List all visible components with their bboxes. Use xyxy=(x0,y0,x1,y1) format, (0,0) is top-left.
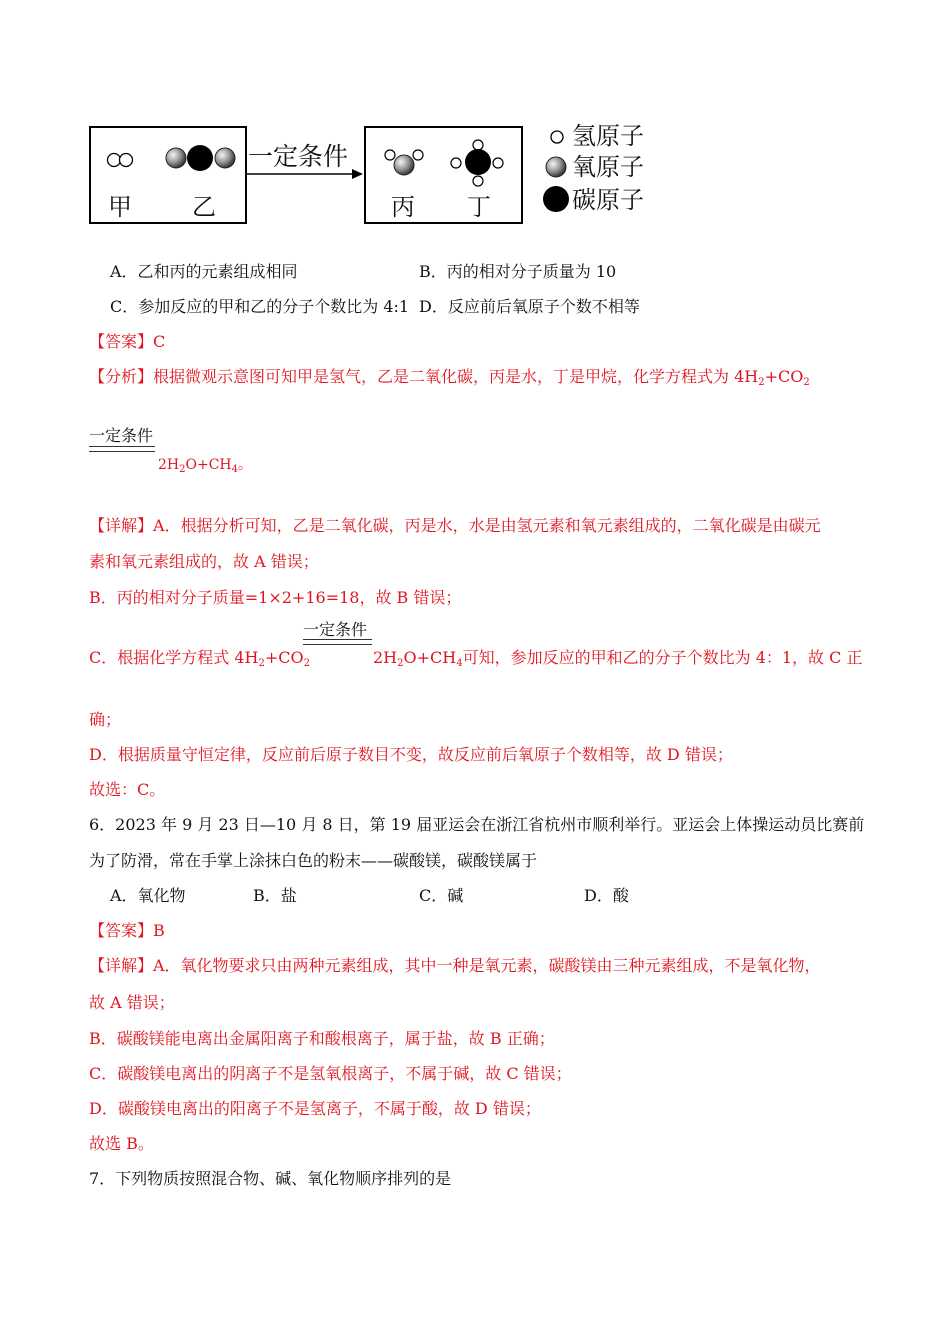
q6-detail-c: C．碳酸镁电离出的阴离子不是氢氧根离子，不属于碱，故 C 错误； xyxy=(89,1064,572,1083)
q5-detail-c-equals xyxy=(303,639,372,645)
carbon-dioxide-molecule-icon xyxy=(166,145,235,171)
bing-label: 丙 xyxy=(391,193,415,221)
q6-option-b: B．盐 xyxy=(253,886,297,905)
q5-option-b: B．丙的相对分子质量为 10 xyxy=(419,262,617,281)
legend-icons xyxy=(543,131,569,212)
q5-detail-a-line2: 素和氧元素组成的，故 A 错误； xyxy=(89,552,319,571)
q5-detail-a-line1: 【详解】A．根据分析可知，乙是二氧化碳，丙是水，水是由氢元素和氧元素组成的，二氧化碳是由碳元 xyxy=(89,516,821,535)
q6-detail-a-line2: 故 A 错误； xyxy=(89,993,175,1012)
methane-molecule-icon xyxy=(451,140,503,186)
q5-equation-products: $2H_2O+CH_4$。 xyxy=(158,457,253,475)
q5-option-c: C．参加反应的甲和乙的分子个数比为 4:1 xyxy=(110,297,410,316)
q5-option-a: A．乙和丙的元素组成相同 xyxy=(110,262,298,281)
q5-detail-c-condition: 一定条件 xyxy=(303,620,368,639)
legend-carbon: 碳原子 xyxy=(572,186,644,214)
q5-equation-condition: 一定条件 xyxy=(89,426,154,445)
ding-label: 丁 xyxy=(467,193,491,221)
arrow-condition-label: 一定条件 xyxy=(248,142,349,171)
q6-detail-d: D．碳酸镁电离出的阳离子不是氢离子，不属于酸，故 D 错误； xyxy=(89,1099,541,1118)
q5-analysis: 【分析】根据微观示意图可知甲是氢气，乙是二氧化碳，丙是水，丁是甲烷，化学方程式为 $4H_2+CO_2$ xyxy=(89,367,810,388)
q6-option-c: C．碱 xyxy=(419,886,464,905)
q6-option-a: A．氧化物 xyxy=(110,886,186,905)
q5-equation-equals xyxy=(89,446,155,452)
water-molecule-icon xyxy=(385,150,423,175)
q7-stem: 7．下列物质按照混合物、碱、氧化物顺序排列的是 xyxy=(89,1169,452,1188)
q5-detail-b: B．丙的相对分子质量=1×2+16=18，故 B 错误； xyxy=(89,588,462,607)
q6-stem-line1: 6．2023 年 9 月 23 日—10 月 8 日，第 19 届亚运会在浙江省杭州市顺利举行。亚运会上体操运动员比赛前 xyxy=(89,815,865,834)
yi-label: 乙 xyxy=(192,193,216,221)
q6-answer: 【答案】B xyxy=(89,921,165,940)
q5-option-d: D．反应前后氧原子个数不相等 xyxy=(419,297,640,316)
q6-stem-line2: 为了防滑，常在手掌上涂抹白色的粉末——碳酸镁，碳酸镁属于 xyxy=(89,851,538,870)
q5-detail-d: D．根据质量守恒定律，反应前后原子数目不变，故反应前后氧原子个数相等，故 D 错误； xyxy=(89,745,733,764)
legend-oxygen: 氧原子 xyxy=(572,153,644,181)
q5-detail-c-line1-rest: $2H_2O+CH_4$可知，参加反应的甲和乙的分子个数比为 4：1，故 C 正 xyxy=(373,648,863,669)
jia-label: 甲 xyxy=(108,193,132,221)
q5-detail-c-line2: 确； xyxy=(89,710,122,729)
q5-answer: 【答案】C xyxy=(89,332,166,351)
q5-choose: 故选：C。 xyxy=(89,780,166,799)
q6-choose: 故选 B。 xyxy=(89,1134,154,1153)
hydrogen-molecule-icon xyxy=(108,154,133,167)
q6-detail-b: B．碳酸镁能电离出金属阳离子和酸根离子，属于盐，故 B 正确； xyxy=(89,1029,555,1048)
q5-detail-c-line1: C．根据化学方程式 $4H_2+CO_2$ xyxy=(89,648,310,669)
legend-hydrogen: 氢原子 xyxy=(572,122,644,150)
q6-detail-a-line1: 【详解】A．氧化物要求只由两种元素组成，其中一种是氧元素，碳酸镁由三种元素组成，不是氧化物， xyxy=(89,956,821,975)
q6-option-d: D．酸 xyxy=(584,886,629,905)
